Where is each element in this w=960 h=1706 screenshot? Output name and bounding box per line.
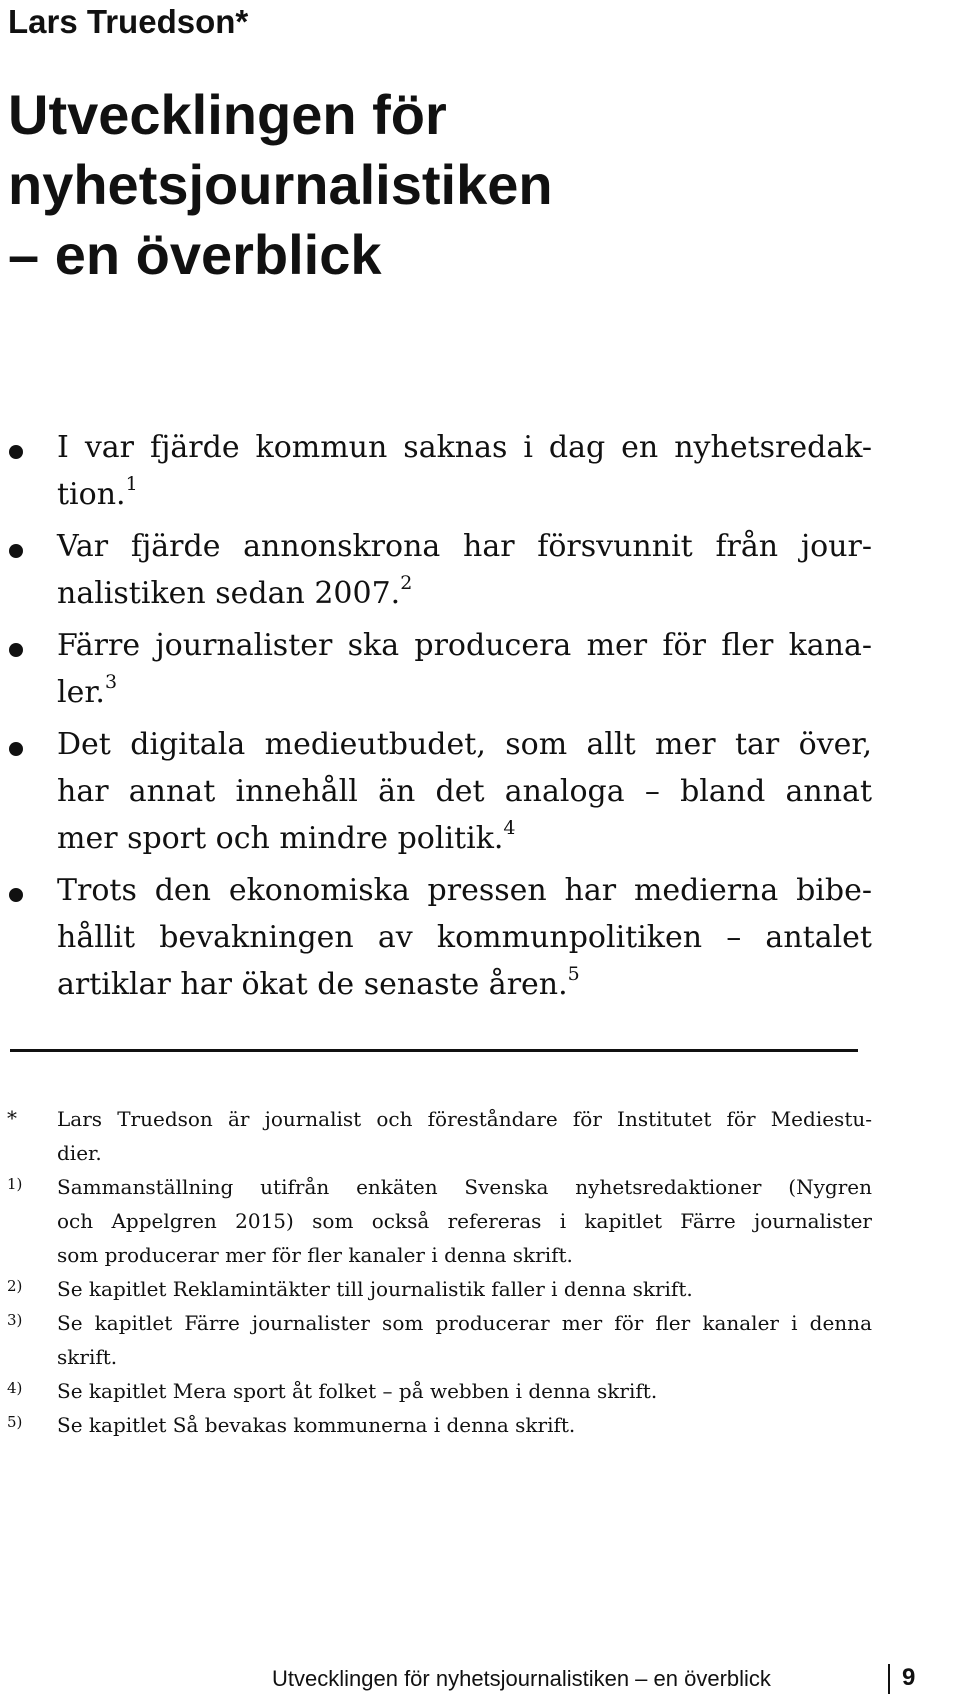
summary-bullet <box>0 867 872 1008</box>
bullet-line: Det digitala medieutbudet, som allt mer tar över, <box>57 727 872 762</box>
footnote-reference: 5 <box>567 963 580 985</box>
footnote-mark: 3) <box>7 1311 23 1329</box>
bullet-line: I var fjärde kommun saknas i dag en nyhetsredak- <box>57 430 872 465</box>
summary-bullet <box>0 622 872 716</box>
footnote <box>0 1374 872 1408</box>
bullet-dot-icon <box>9 544 23 558</box>
footnote-mark: 2) <box>7 1277 23 1295</box>
bullet-line <box>57 815 872 862</box>
bullet-dot-icon <box>9 445 23 459</box>
bullet-line: Trots den ekonomiska pressen har medierna bibe- <box>57 873 872 908</box>
footnote-list <box>0 1102 960 1442</box>
footnote-line: Se kapitlet Färre journalister som producerar mer för fler kanaler i denna <box>57 1311 872 1335</box>
footnote-mark: * <box>7 1106 17 1130</box>
footnote-line: Lars Truedson är journalist och föreståndare för Institutet för Mediestu- <box>57 1107 872 1131</box>
bullet-line-text: nalistiken sedan 2007. <box>57 576 401 611</box>
summary-bullet <box>0 523 872 617</box>
bullet-line <box>57 570 872 617</box>
bullet-line: har annat innehåll än det analoga – bland annat <box>57 774 872 809</box>
bullet-dot-icon <box>9 888 23 902</box>
bullet-dot-icon <box>9 643 23 657</box>
author-name: Lars Truedson* <box>8 3 249 40</box>
footnote-reference: 1 <box>125 473 138 495</box>
footnote-reference: 4 <box>503 817 516 839</box>
footnote <box>0 1408 872 1442</box>
footnote-line: och Appelgren 2015) som också refereras i kapitlet Färre journalister <box>57 1209 872 1233</box>
chapter-title <box>8 80 553 290</box>
footnote-line: Se kapitlet Så bevakas kommunerna i denna skrift. <box>57 1413 576 1437</box>
footnote-line: som producerar mer för fler kanaler i denna skrift. <box>57 1243 573 1267</box>
chapter-title-line: nyhetsjournalistiken <box>8 153 553 216</box>
running-footer-title: Utvecklingen för nyhetsjournalistiken – en överblick <box>272 1666 771 1691</box>
bullet-line <box>57 669 872 716</box>
bullet-line-text: mer sport och mindre politik. <box>57 821 504 856</box>
footnote <box>0 1102 872 1170</box>
footnote-mark: 5) <box>7 1413 23 1431</box>
bullet-line-text: artiklar har ökat de senaste åren. <box>57 967 568 1002</box>
bullet-line <box>57 961 872 1008</box>
footnote-line: dier. <box>57 1141 102 1165</box>
footnote-reference: 3 <box>104 671 118 693</box>
chapter-title-line: – en överblick <box>8 223 382 286</box>
footnote-line: skrift. <box>57 1345 118 1369</box>
bullet-line <box>57 471 872 518</box>
footnote-line: Sammanställning utifrån enkäten Svenska nyhetsredaktioner (Nygren <box>57 1175 872 1199</box>
chapter-title-line: Utvecklingen för <box>8 83 447 146</box>
footnote <box>0 1170 872 1272</box>
bullet-dot-icon <box>9 742 23 756</box>
bullet-line-text: ler. <box>57 675 105 710</box>
bullet-line: Var fjärde annonskrona har försvunnit från jour- <box>57 529 872 564</box>
footnote-divider <box>10 1049 858 1052</box>
footnote <box>0 1272 872 1306</box>
footnote-mark: 4) <box>7 1379 23 1397</box>
bullet-line: hållit bevakningen av kommunpolitiken – antalet <box>57 920 872 955</box>
bullet-line: Färre journalister ska producera mer för fler kana- <box>57 628 872 663</box>
footnote-mark: 1) <box>7 1175 23 1193</box>
summary-bullet-list <box>0 424 960 1013</box>
summary-bullet <box>0 424 872 518</box>
footnote-reference: 2 <box>400 572 413 594</box>
footer-divider <box>888 1664 890 1694</box>
bullet-line-text: tion. <box>57 477 126 512</box>
footnote <box>0 1306 872 1374</box>
footnote-line: Se kapitlet Reklamintäkter till journalistik faller i denna skrift. <box>57 1277 693 1301</box>
footnote-line: Se kapitlet Mera sport åt folket – på webben i denna skrift. <box>57 1379 658 1403</box>
summary-bullet <box>0 721 872 862</box>
page-number: 9 <box>902 1664 916 1691</box>
